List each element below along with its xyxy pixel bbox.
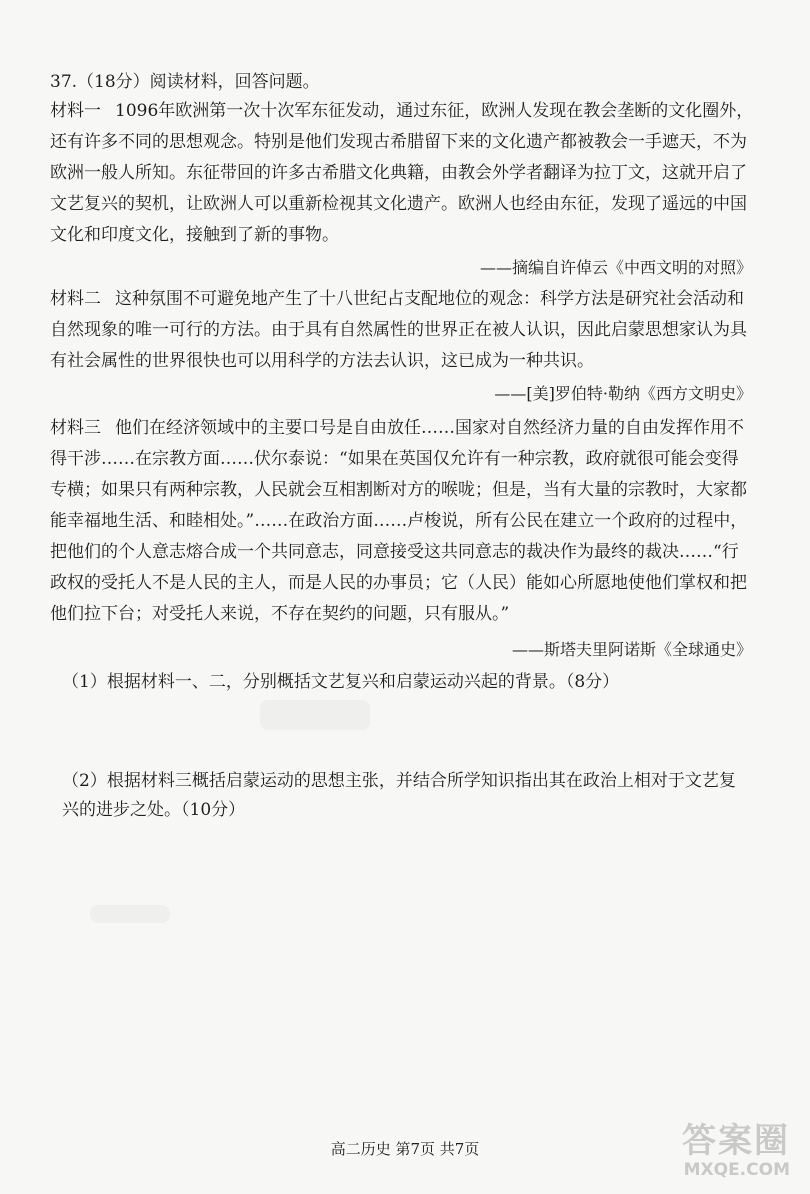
material-citation: ——摘编自许倬云《中西文明的对照》 xyxy=(479,258,752,277)
material-label: 材料一 xyxy=(50,101,101,121)
material-one xyxy=(50,96,755,251)
sub-question-1: （1）根据材料一、二，分别概括文艺复兴和启蒙运动兴起的背景。（8分） xyxy=(62,672,620,692)
scan-smudge xyxy=(90,905,170,923)
material-label: 材料三 xyxy=(50,418,101,438)
material-text: 他们在经济领域中的主要口号是自由放任……国家对自然经济力量的自由发挥作用不得干涉……在宗教方面……伏尔泰说：“如果在英国仅允许有一种宗教，政府就很可能会变得专横；如果只有两种宗教，人民就会互相割断对方的喉咙；但是，当有大量的宗教时，大家都能幸福地生活、和睦相处。”……在政治方面……卢梭说，所有公民在建立一个政府的过程中，把他们的个人意志熔合成一个共同意志，同意接受这共同意志的裁决作为最终的裁决……“行政权的受托人不是人民的主人，而是人民的办事员；它（人民）能如心所愿地使他们掌权和把他们拉下台；对受托人来说，不存在契约的问题，只有服从。” xyxy=(50,418,748,624)
material-two xyxy=(50,284,755,377)
watermark-logo: 答案圈 MXQE.COM xyxy=(682,1121,790,1180)
scan-smudge xyxy=(260,700,370,730)
material-label: 材料二 xyxy=(50,289,101,309)
material-citation: ——[美]罗伯特·勒纳《西方文明史》 xyxy=(494,384,752,403)
page-footer: 高二历史 第7页 共7页 xyxy=(330,1140,480,1158)
material-text: 这种氛围不可避免地产生了十八世纪占支配地位的观念：科学方法是研究社会活动和自然现象的唯一可行的方法。由于具有自然属性的世界正在被人认识，因此启蒙思想家认为具有社会属性的世界很快也可以用科学的方法去认识，这已成为一种共识。 xyxy=(50,289,747,371)
material-text: 1096年欧洲第一次十次军东征发动，通过东征，欧洲人发现在教会垄断的文化圈外，还有许多不同的思想观念。特别是他们发现古希腊留下来的文化遗产都被教会一手遮天，不为欧洲一般人所知。东征带回的许多古希腊文化典籍，由教会外学者翻译为拉丁文，这就开启了文艺复兴的契机，让欧洲人可以重新检视其文化遗产。欧洲人也经由东征，发现了遥远的中国文化和印度文化，接触到了新的事物。 xyxy=(50,101,754,245)
sub-question-2: （2）根据材料三概括启蒙运动的思想主张，并结合所学知识指出其在政治上相对于文艺复兴的进步之处。（10分） xyxy=(62,771,736,820)
material-three xyxy=(50,413,755,630)
question-heading: 37.（18分）阅读材料，回答问题。 xyxy=(50,72,320,92)
material-citation: ——斯塔夫里阿诺斯《全球通史》 xyxy=(511,640,752,659)
